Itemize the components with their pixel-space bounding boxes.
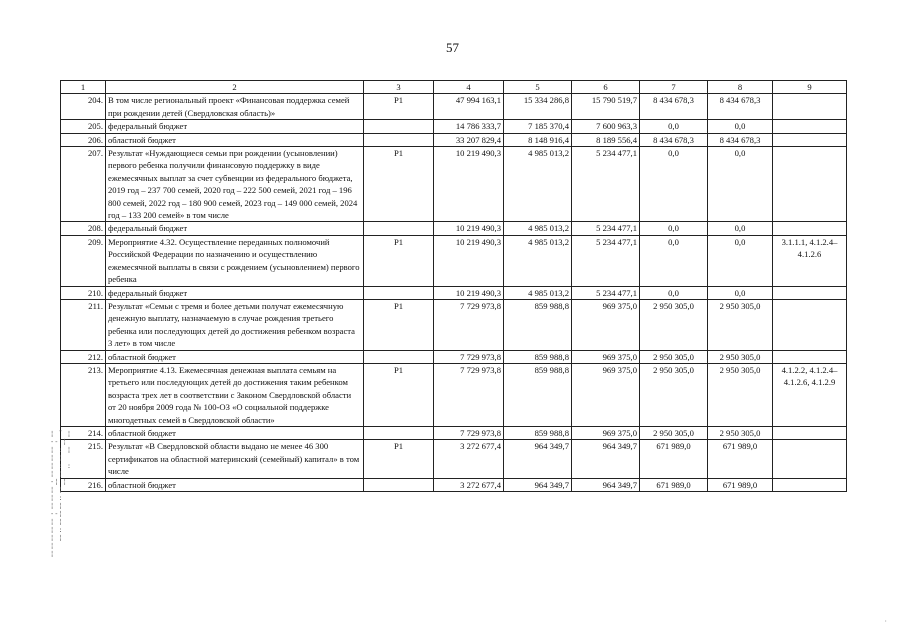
table-row: [61, 120, 847, 133]
target-reference: 4.1.2.2, 4.1.2.4–4.1.2.6, 4.1.2.9: [773, 363, 847, 426]
value-col-4: 7 729 973,8: [434, 299, 504, 350]
row-description: Мероприятие 4.13. Ежемесячная денежная выплата семьям на третьего или последующих детей до достижения таким ребенком возраста трех лет в соответствии с Законом Свердловской области от 20 ноября 2009 года № 100-ОЗ «О социальной поддержке многодетных семей в Свердловской области»: [106, 363, 364, 426]
header-cell: 7: [640, 81, 708, 94]
row-code: Р1: [364, 440, 434, 478]
table-row: [61, 147, 847, 222]
row-description: федеральный бюджет: [106, 286, 364, 299]
row-code: [364, 350, 434, 363]
row-number: 204.: [61, 94, 106, 120]
value-col-6: 5 234 477,1: [572, 235, 640, 286]
target-reference: [773, 133, 847, 146]
value-col-6: 969 375,0: [572, 363, 640, 426]
value-col-4: 7 729 973,8: [434, 426, 504, 439]
header-cell: 1: [61, 81, 106, 94]
row-description: федеральный бюджет: [106, 120, 364, 133]
row-description: Результат «Нуждающиеся семьи при рождении (усыновлении) первого ребенка получили финансовую поддержку в виде ежемесячных выплат за счет субвенции из федерального бюджета, 2019 год – 237 700 семей, 2020 год – 222 500 семей, 2021 год – 196 800 семей, 2022 год – 180 900 семей, 2023 год – 149 000 семей, 2024 год – 133 200 семей» в том числе: [106, 147, 364, 222]
row-description: областной бюджет: [106, 478, 364, 491]
value-col-6: 964 349,7: [572, 478, 640, 491]
header-cell: 2: [106, 81, 364, 94]
value-col-7: 8 434 678,3: [640, 133, 708, 146]
value-col-7: 671 989,0: [640, 478, 708, 491]
value-col-4: 10 219 490,3: [434, 286, 504, 299]
value-col-5: 859 988,8: [504, 350, 572, 363]
value-col-7: 8 434 678,3: [640, 94, 708, 120]
value-col-6: 5 234 477,1: [572, 222, 640, 235]
table-row: [61, 94, 847, 120]
value-col-4: 10 219 490,3: [434, 235, 504, 286]
value-col-5: 7 185 370,4: [504, 120, 572, 133]
row-code: [364, 133, 434, 146]
value-col-5: 15 334 286,8: [504, 94, 572, 120]
value-col-7: 0,0: [640, 235, 708, 286]
row-description: Результат «В Свердловской области выдано не менее 46 300 сертификатов на областной материнский (семейный) капитал» в том числе: [106, 440, 364, 478]
row-code: [364, 222, 434, 235]
row-number: 211.: [61, 299, 106, 350]
value-col-8: 0,0: [708, 147, 773, 222]
row-code: Р1: [364, 299, 434, 350]
value-col-8: 0,0: [708, 235, 773, 286]
value-col-4: 33 207 829,4: [434, 133, 504, 146]
target-reference: [773, 94, 847, 120]
value-col-7: 671 989,0: [640, 440, 708, 478]
header-cell: 3: [364, 81, 434, 94]
table-row: [61, 133, 847, 146]
value-col-6: 969 375,0: [572, 299, 640, 350]
value-col-5: 4 985 013,2: [504, 286, 572, 299]
table-row: [61, 426, 847, 439]
row-number: 208.: [61, 222, 106, 235]
value-col-7: 0,0: [640, 286, 708, 299]
row-number: 210.: [61, 286, 106, 299]
target-reference: [773, 286, 847, 299]
value-col-7: 2 950 305,0: [640, 363, 708, 426]
value-col-7: 0,0: [640, 120, 708, 133]
row-number: 213.: [61, 363, 106, 426]
row-number: 207.: [61, 147, 106, 222]
row-number: 205.: [61, 120, 106, 133]
target-reference: [773, 147, 847, 222]
value-col-8: 0,0: [708, 222, 773, 235]
corner-mark: ·: [884, 617, 887, 626]
target-reference: [773, 426, 847, 439]
value-col-8: 8 434 678,3: [708, 133, 773, 146]
value-col-5: 859 988,8: [504, 363, 572, 426]
value-col-4: 7 729 973,8: [434, 363, 504, 426]
target-reference: [773, 120, 847, 133]
table-row: [61, 222, 847, 235]
row-code: [364, 478, 434, 491]
value-col-8: 2 950 305,0: [708, 363, 773, 426]
row-code: Р1: [364, 94, 434, 120]
table-row: [61, 363, 847, 426]
row-number: 212.: [61, 350, 106, 363]
value-col-8: 671 989,0: [708, 440, 773, 478]
value-col-5: 964 349,7: [504, 478, 572, 491]
header-cell: 9: [773, 81, 847, 94]
header-row: [61, 81, 847, 94]
row-description: федеральный бюджет: [106, 222, 364, 235]
value-col-6: 7 600 963,3: [572, 120, 640, 133]
row-description: В том числе региональный проект «Финансовая поддержка семей при рождении детей (Свердловская область)»: [106, 94, 364, 120]
value-col-8: 671 989,0: [708, 478, 773, 491]
value-col-5: 8 148 916,4: [504, 133, 572, 146]
value-col-6: 969 375,0: [572, 350, 640, 363]
row-code: Р1: [364, 235, 434, 286]
row-code: [364, 120, 434, 133]
table-row: [61, 440, 847, 478]
value-col-4: 3 272 677,4: [434, 478, 504, 491]
target-reference: [773, 222, 847, 235]
row-number: 209.: [61, 235, 106, 286]
value-col-7: 0,0: [640, 222, 708, 235]
page-number: 57: [446, 40, 459, 55]
row-number: 215.: [61, 440, 106, 478]
value-col-4: 10 219 490,3: [434, 147, 504, 222]
value-col-5: 4 985 013,2: [504, 147, 572, 222]
row-number: 206.: [61, 133, 106, 146]
table-row: [61, 286, 847, 299]
value-col-4: 7 729 973,8: [434, 350, 504, 363]
row-description: Мероприятие 4.32. Осуществление переданных полномочий Российской Федерации по назначению и осуществлению ежемесячной выплаты в связи с рождением (усыновлением) первого ребенка: [106, 235, 364, 286]
value-col-7: 2 950 305,0: [640, 426, 708, 439]
row-description: областной бюджет: [106, 133, 364, 146]
value-col-6: 969 375,0: [572, 426, 640, 439]
header-cell: 8: [708, 81, 773, 94]
row-description: областной бюджет: [106, 350, 364, 363]
value-col-6: 15 790 519,7: [572, 94, 640, 120]
target-reference: [773, 440, 847, 478]
value-col-6: 5 234 477,1: [572, 286, 640, 299]
value-col-8: 0,0: [708, 120, 773, 133]
row-number: 214.: [61, 426, 106, 439]
value-col-4: 14 786 333,7: [434, 120, 504, 133]
row-code: Р1: [364, 363, 434, 426]
header-cell: 5: [504, 81, 572, 94]
row-description: Результат «Семьи с тремя и более детьми получат ежемесячную денежную выплату, назначаемую в случае рождения третьего ребенка или последующих детей до достижения ребенком возраста 3 лет» в том числе: [106, 299, 364, 350]
row-code: [364, 426, 434, 439]
table-row: [61, 350, 847, 363]
value-col-5: 859 988,8: [504, 426, 572, 439]
table-row: [61, 478, 847, 491]
value-col-4: 3 272 677,4: [434, 440, 504, 478]
value-col-5: 4 985 013,2: [504, 222, 572, 235]
margin-annotation-marks: ¦ ¨ ¦ -- ¦ ¦ : ¦ ¦ ¦ ¦ : : ¦ ¦ -¦ ¦ ¦ ¦ ¦ : ¦ ¦ --¦ ¦ ¦ ¦ : ¦ ¦ ¦ ¦: [50, 430, 72, 558]
value-col-8: 0,0: [708, 286, 773, 299]
value-col-6: 964 349,7: [572, 440, 640, 478]
value-col-6: 8 189 556,4: [572, 133, 640, 146]
value-col-7: 0,0: [640, 147, 708, 222]
value-col-8: 2 950 305,0: [708, 299, 773, 350]
row-description: областной бюджет: [106, 426, 364, 439]
value-col-8: 8 434 678,3: [708, 94, 773, 120]
table-row: [61, 235, 847, 286]
value-col-4: 47 994 163,1: [434, 94, 504, 120]
target-reference: 3.1.1.1, 4.1.2.4–4.1.2.6: [773, 235, 847, 286]
value-col-5: 859 988,8: [504, 299, 572, 350]
value-col-7: 2 950 305,0: [640, 299, 708, 350]
target-reference: [773, 350, 847, 363]
value-col-5: 4 985 013,2: [504, 235, 572, 286]
target-reference: [773, 478, 847, 491]
value-col-6: 5 234 477,1: [572, 147, 640, 222]
row-number: 216.: [61, 478, 106, 491]
value-col-8: 2 950 305,0: [708, 350, 773, 363]
value-col-8: 2 950 305,0: [708, 426, 773, 439]
header-cell: 4: [434, 81, 504, 94]
header-cell: 6: [572, 81, 640, 94]
row-code: [364, 286, 434, 299]
value-col-5: 964 349,7: [504, 440, 572, 478]
target-reference: [773, 299, 847, 350]
budget-table: [60, 80, 847, 492]
value-col-4: 10 219 490,3: [434, 222, 504, 235]
value-col-7: 2 950 305,0: [640, 350, 708, 363]
row-code: Р1: [364, 147, 434, 222]
table-row: [61, 299, 847, 350]
